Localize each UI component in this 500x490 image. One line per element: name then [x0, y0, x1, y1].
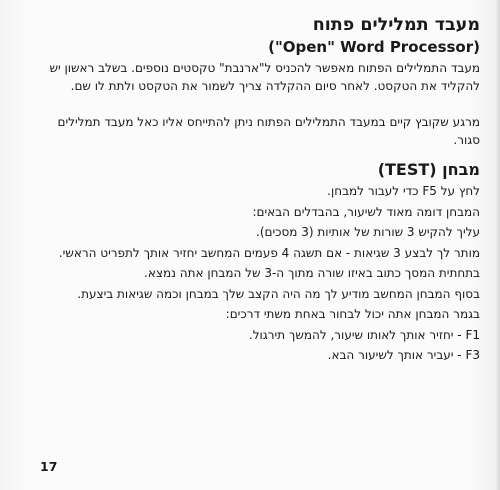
- test-paragraph: בתחתית המסך כתוב באיזו שורה מתוך ה-3 של המבחן אתה נמצא.: [144, 266, 480, 280]
- page-fold-shadow: [496, 0, 500, 490]
- test-section-body: [28, 183, 480, 368]
- test-option-f1: F1 - יחזיר אותך לאותו שיעור, להמשך תירגול.: [248, 327, 480, 342]
- page-subtitle: ("Open" Word Processor): [268, 38, 480, 56]
- test-paragraph: עליך להקיש 3 שורות של אותיות (3 מסכים).: [256, 225, 480, 239]
- test-paragraph: מותר לך לבצע 3 שגיאות - אם תשגה 4 פעמים המחשב יחזיר אותך לתפריט הראשי.: [58, 245, 480, 260]
- test-paragraph: בסוף המבחן המחשב מודיע לך מה היה הקצב שלך במבחן וכמה שגיאות ביצעת.: [77, 286, 480, 301]
- page-number: 17: [40, 459, 58, 474]
- test-paragraph: לחץ על F5 כדי לעבור למבחן.: [327, 184, 480, 198]
- test-paragraph: בגמר המבחן אתה יכול לבחור באחת משתי דרכים:: [225, 307, 480, 321]
- test-paragraph: המבחן דומה מאוד לשיעור, בהבדלים הבאים:: [252, 204, 480, 219]
- test-option-f3: F3 - יעביר אותך לשיעור הבא.: [327, 348, 480, 362]
- test-section-heading: מבחן (TEST): [377, 160, 480, 179]
- intro-paragraph-1: מעבד התמלילים הפתוח מאפשר להכניס ל"ארנבת" טקסטים נוספים. בשלב ראשון יש להקליד את הטקסט. לאחר סיום ההקלדה צריך לשמור את הטקסט ולתת לו שם.: [49, 61, 480, 93]
- intro-paragraph-2: מרגע שקובץ קיים במעבד התמלילים הפתוח ניתן להתייחס אליו כאל מעבד תמלילים סגור.: [57, 115, 480, 147]
- page-title: מעבד תמלילים פתוח: [312, 15, 480, 35]
